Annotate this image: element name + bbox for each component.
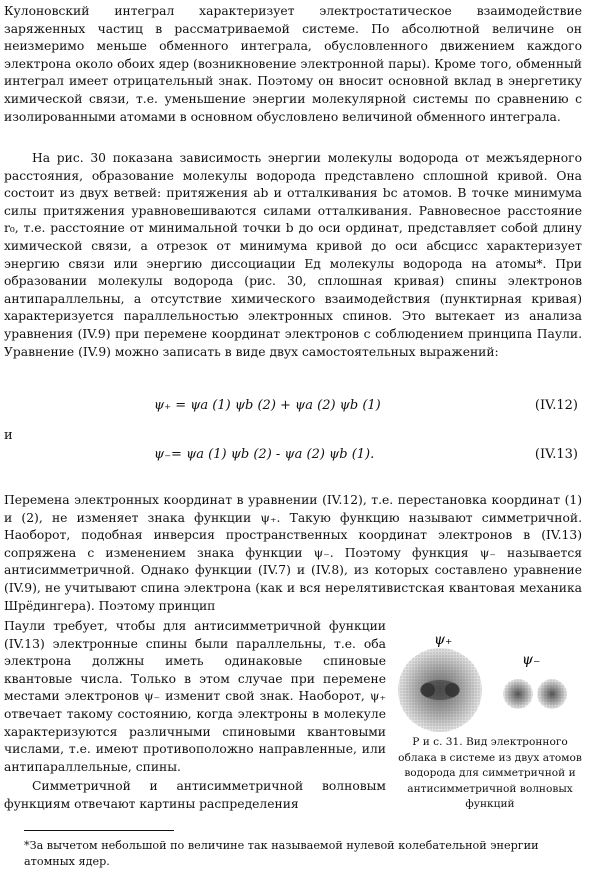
equation-iv12-number: (IV.12) — [534, 398, 578, 413]
label-psi-plus: ψ₊ — [434, 632, 453, 648]
conjunction-and: и — [4, 428, 13, 443]
equation-iv13 — [4, 447, 582, 467]
paragraph-coulomb-integral: Кулоновский интеграл характеризует электростатическое взаимодействие заряженных частиц в рассматриваемой системе. По абсолютной величине он неизмеримо меньше обменного интеграла, обусловленного движением каждого электрона около обоих ядер (возникновение электронной пары). Кроме того, обменный интеграл имеет отрицательный знак. Поэтому он вносит основной вклад в энергетику химической связи, т.е. уменьшение энергии молекулярной системы по сравнению с изолированными атомами в основном обусловлено величиной обменного интеграла. — [4, 4, 582, 124]
equation-iv12-formula: ψ₊ = ψa (1) ψb (2) + ψa (2) ψb (1) — [154, 398, 381, 413]
paragraph-hydrogen-energy: На рис. 30 показана зависимость энергии молекулы водорода от межъядерного расстояния, образование молекулы водорода представлено сплошной кривой. Она состоит из двух ветвей: притяжения ab и отталкивания bc атомов. В точке минимума силы притяжения уравновешиваются силами отталкивания. Равновесное расстояние r₀, т.е. расстояние от минимальной точки b до оси ординат, представляет собой длину химической связи, а отрезок от минимума кривой до оси абсцисс характеризует энергию связи или энергию диссоциации Eд молекулы водорода на атомы*. При образовании молекулы водорода (рис. 30, сплошная кривая) спины электронов антипараллельны, а отсутствие химического взаимодействия (пунктирная кривая) характеризуется параллельностью электронных спинов. Это вытекает из анализа уравнения (IV.9) при перемене координат электронов с соблюдением принципа Паули. Уравнение (IV.9) можно записать в виде двух самостоятельных выражений: — [4, 151, 582, 359]
paragraph-pauli-principle: Паули требует, чтобы для антисимметричной функции (IV.13) электронные спины были параллельны, т.е. оба электрона должны иметь одинаковые спиновые квантовые числа. Только в этом случае при перемене местами электронов ψ₋ изменит свой знак. Наоборот, ψ₊ отвечает такому состоянию, когда электроны в молекуле характеризуются различными спиновыми квантовыми числами, т.е. имеют противоположно направленные, или антипараллельные, спины. — [4, 619, 386, 774]
paragraph-distribution: Симметричной и антисимметричной волновым функциям отвечают картины распределения — [4, 779, 386, 811]
paragraph-symmetric-functions: Перемена электронных координат в уравнении (IV.12), т.е. перестановка координат (1) и (2), не изменяет знака функции ψ₊. Такую функцию называют симметричной. Наоборот, подобная инверсия пространственных координат электронов в (IV.13) сопряжена с изменением знака функции ψ₋. Поэтому функция ψ₋ называется антисимметричной. Однако функции (IV.7) и (IV.8), из которых составлено уравнение (IV.9), не учитывают спина электрона (как и вся нерелятивистская квантовая механика Шрёдингера). Поэтому принцип — [4, 493, 582, 613]
equation-iv13-number: (IV.13) — [534, 447, 578, 462]
footnote: *За вычетом небольшой по величине так называемой нулевой колебательной энергии атомных ядер. — [24, 839, 539, 868]
equation-iv13-formula: ψ₋= ψa (1) ψb (2) - ψa (2) ψb (1). — [154, 447, 375, 462]
figure-caption: Р и с. 31. Вид электронного облака в системе из двух атомов водорода для симметричной и антисимметричной волновых функций — [398, 736, 582, 810]
label-psi-minus: ψ₋ — [522, 652, 541, 668]
footnote-divider — [24, 830, 174, 831]
electron-cloud-illustration — [394, 628, 586, 738]
equation-iv12 — [4, 398, 582, 418]
